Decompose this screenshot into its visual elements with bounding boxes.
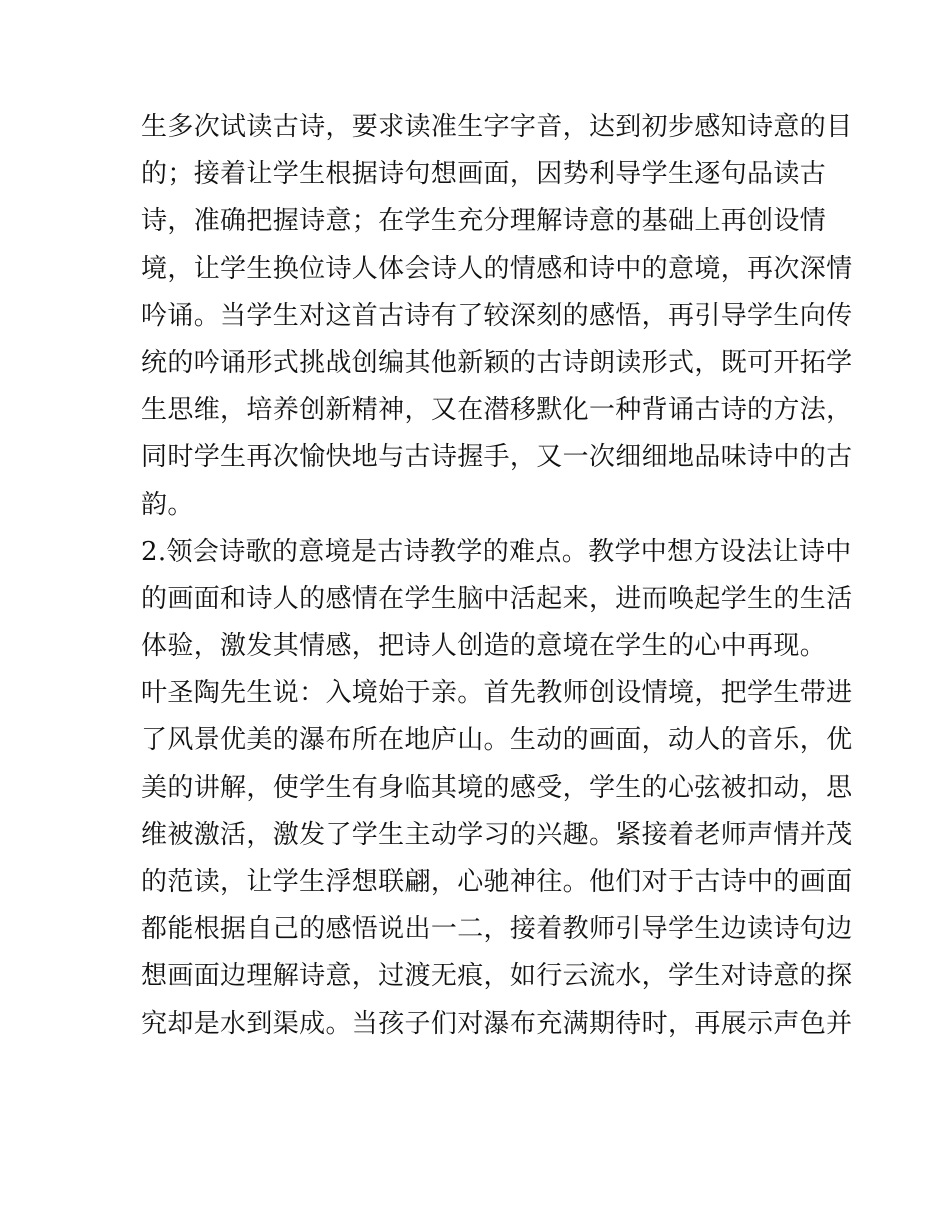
text-line: 美的讲解，使学生有身临其境的感受，学生的心弦被扣动，思 — [141, 772, 853, 803]
text-line: 叶圣陶先生说：入境始于亲。首先教师创设情境，把学生带进 — [141, 678, 853, 709]
text-line: 吟诵。当学生对这首古诗有了较深刻的感悟，再引导学生向传 — [141, 300, 853, 331]
text-line: 同时学生再次愉快地与古诗握手，又一次细细地品味诗中的古 — [141, 442, 853, 473]
text-line: 的画面和诗人的感情在学生脑中活起来，进而唤起学生的生活 — [141, 583, 853, 614]
text-line: 统的吟诵形式挑战创编其他新颖的古诗朗读形式，既可开拓学 — [141, 347, 853, 378]
text-line: 的；接着让学生根据诗句想画面，因势利导学生逐句品读古 — [141, 159, 827, 190]
text-line: 维被激活，激发了学生主动学习的兴趣。紧接着老师声情并茂 — [141, 819, 853, 850]
text-line: 诗，准确把握诗意；在学生充分理解诗意的基础上再创设情 — [141, 206, 827, 237]
text-line: 想画面边理解诗意，过渡无痕，如行云流水，学生对诗意的探 — [141, 961, 853, 992]
text-line: 生思维，培养创新精神，又在潜移默化一种背诵古诗的方法， — [141, 395, 853, 426]
text-line: 韵。 — [141, 489, 194, 520]
text-line: 境，让学生换位诗人体会诗人的情感和诗中的意境，再次深情 — [141, 253, 853, 284]
body-text — [141, 104, 853, 1048]
text-line: 的范读，让学生浮想联翩，心驰神往。他们对于古诗中的画面 — [141, 867, 853, 897]
text-line: 体验，激发其情感，把诗人创造的意境在学生的心中再现。 — [141, 631, 827, 662]
text-line: 2.领会诗歌的意境是古诗教学的难点。教学中想方设法让诗中 — [141, 536, 852, 567]
text-line: 都能根据自己的感悟说出一二，接着教师引导学生边读诗句边 — [141, 914, 853, 945]
text-line: 究却是水到渠成。当孩子们对瀑布充满期待时，再展示声色并 — [141, 1008, 853, 1039]
text-line: 生多次试读古诗，要求读准生字字音，达到初步感知诗意的目 — [141, 112, 853, 142]
text-line: 了风景优美的瀑布所在地庐山。生动的画面，动人的音乐，优 — [141, 725, 853, 756]
